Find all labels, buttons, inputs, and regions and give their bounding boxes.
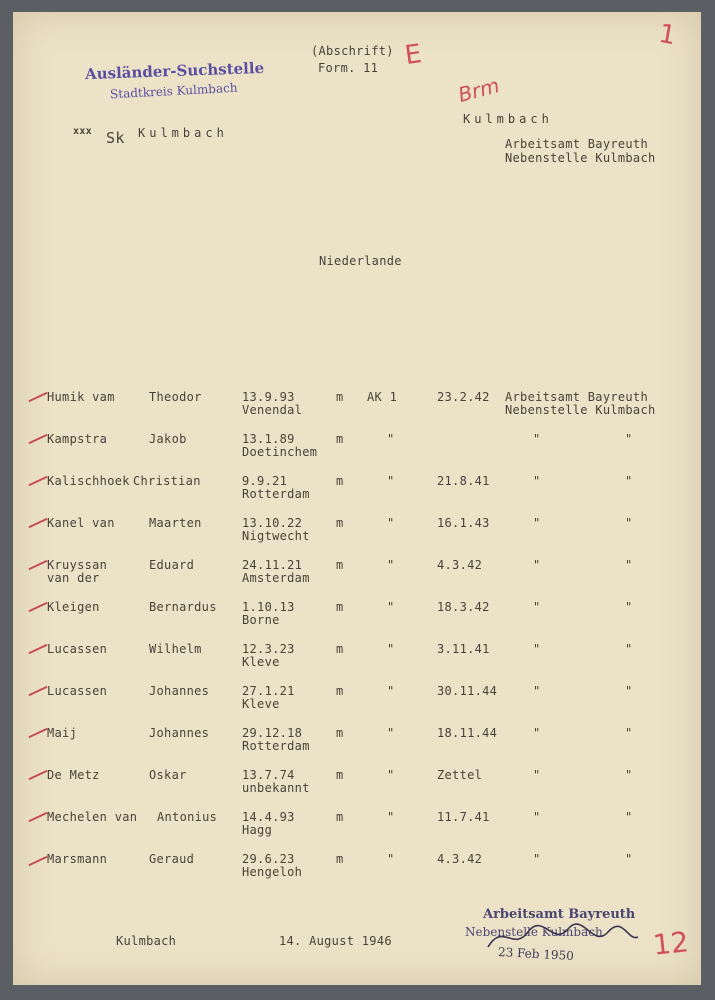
date: 11.7.41	[437, 810, 490, 824]
surname: Kruyssan	[47, 558, 108, 572]
surname-suffix: van der	[47, 571, 100, 585]
date: 4.3.42	[437, 558, 483, 572]
birth-date: 1.10.13	[242, 600, 295, 614]
kulmbach-right: Kulmbach	[463, 112, 553, 126]
firstname: Johannes	[149, 684, 210, 698]
birth-date: 12.3.23	[242, 642, 295, 656]
office-1: "	[533, 726, 541, 740]
date: 3.11.41	[437, 642, 490, 656]
red-check-mark	[29, 476, 48, 486]
office-1: "	[533, 810, 541, 824]
birth-date: 13.10.22	[242, 516, 303, 530]
birth-place: Doetinchem	[242, 445, 318, 459]
birth-date: 13.1.89	[242, 432, 295, 446]
table-row	[13, 390, 701, 432]
office-line-1: Arbeitsamt Bayreuth	[505, 137, 648, 151]
surname: Kanel van	[47, 516, 115, 530]
date: 16.1.43	[437, 516, 490, 530]
table-row	[13, 642, 701, 684]
office-line-2: Nebenstelle Kulmbach	[505, 151, 656, 165]
table-row	[13, 432, 701, 474]
table-row	[13, 558, 701, 600]
birth-place: Kleve	[242, 697, 280, 711]
red-check-mark	[29, 602, 48, 612]
date: Zettel	[437, 768, 483, 782]
red-check-mark	[29, 728, 48, 738]
office-2: "	[625, 432, 633, 446]
firstname: Oskar	[149, 768, 187, 782]
sk-label: Sk	[106, 129, 125, 147]
firstname: Christian	[133, 474, 201, 488]
surname: Kampstra	[47, 432, 108, 446]
red-corner-number: 1	[656, 18, 679, 52]
table-row	[13, 600, 701, 642]
code: "	[387, 474, 395, 488]
code: "	[387, 516, 395, 530]
code: "	[387, 852, 395, 866]
red-check-mark	[29, 518, 48, 528]
table-row	[13, 474, 701, 516]
code: "	[387, 768, 395, 782]
red-check-mark	[29, 856, 48, 866]
code: "	[387, 810, 395, 824]
office-1: "	[533, 558, 541, 572]
date: 30.11.44	[437, 684, 498, 698]
office-2: "	[625, 810, 633, 824]
surname: Maij	[47, 726, 78, 740]
table-row	[13, 852, 701, 894]
sex: m	[336, 600, 344, 614]
birth-date: 14.4.93	[242, 810, 295, 824]
firstname: Maarten	[149, 516, 202, 530]
birth-place: Kleve	[242, 655, 280, 669]
sex: m	[336, 810, 344, 824]
date: 23.2.42	[437, 390, 490, 404]
red-page-number: 12	[651, 925, 691, 962]
footer-place: Kulmbach	[116, 934, 177, 948]
sex: m	[336, 516, 344, 530]
firstname: Bernardus	[149, 600, 217, 614]
sex: m	[336, 642, 344, 656]
country-heading: Niederlande	[319, 254, 402, 268]
red-e-mark: E	[402, 39, 424, 71]
form-number: Form. 11	[318, 61, 379, 75]
sex: m	[336, 390, 344, 404]
arbeitsamt-stamp-line-2: Nebenstelle Kulmbach	[465, 925, 603, 939]
firstname: Jakob	[149, 432, 187, 446]
firstname: Theodor	[149, 390, 202, 404]
office-1: "	[533, 852, 541, 866]
birth-place: Venendal	[242, 403, 303, 417]
surname: Marsmann	[47, 852, 108, 866]
sex: m	[336, 684, 344, 698]
red-check-mark	[29, 560, 48, 570]
office-2: "	[625, 726, 633, 740]
office-1: "	[533, 516, 541, 530]
birth-place: unbekannt	[242, 781, 310, 795]
office-2: "	[625, 768, 633, 782]
date: 21.8.41	[437, 474, 490, 488]
red-check-mark	[29, 812, 48, 822]
birth-date: 9.9.21	[242, 474, 288, 488]
surname: Lucassen	[47, 642, 108, 656]
birth-place: Amsterdam	[242, 571, 310, 585]
table-row	[13, 684, 701, 726]
office-1: Arbeitsamt Bayreuth	[505, 390, 648, 404]
office-2: Nebenstelle Kulmbach	[505, 403, 656, 417]
surname: Kleigen	[47, 600, 100, 614]
xxx-strike: xxx	[73, 126, 92, 137]
firstname: Johannes	[149, 726, 210, 740]
firstname: Antonius	[157, 810, 218, 824]
code: "	[387, 600, 395, 614]
birth-date: 13.9.93	[242, 390, 295, 404]
firstname: Eduard	[149, 558, 195, 572]
office-2: "	[625, 852, 633, 866]
signature	[483, 917, 643, 957]
birth-place: Nigtwecht	[242, 529, 310, 543]
kulmbach-left: Kulmbach	[138, 126, 228, 140]
birth-date: 13.7.74	[242, 768, 295, 782]
red-check-mark	[29, 770, 48, 780]
office-2: "	[625, 558, 633, 572]
red-check-mark	[29, 686, 48, 696]
date: 18.11.44	[437, 726, 498, 740]
code: AK 1	[367, 390, 398, 404]
table-row	[13, 768, 701, 810]
sex: m	[336, 768, 344, 782]
birth-place: Borne	[242, 613, 280, 627]
arbeitsamt-stamp-line-1: Arbeitsamt Bayreuth	[483, 907, 636, 922]
office-2: "	[625, 474, 633, 488]
date: 4.3.42	[437, 852, 483, 866]
surname: Humik vam	[47, 390, 115, 404]
surname: De Metz	[47, 768, 100, 782]
birth-place: Rotterdam	[242, 739, 310, 753]
firstname: Wilhelm	[149, 642, 202, 656]
birth-date: 29.12.18	[242, 726, 303, 740]
code: "	[387, 432, 395, 446]
code: "	[387, 684, 395, 698]
code: "	[387, 726, 395, 740]
document-page	[13, 12, 701, 985]
birth-place: Hagg	[242, 823, 273, 837]
red-check-mark	[29, 434, 48, 444]
stamp-date: 23 Feb 1950	[497, 945, 575, 963]
sex: m	[336, 558, 344, 572]
table-row	[13, 516, 701, 558]
office-2: "	[625, 600, 633, 614]
date: 18.3.42	[437, 600, 490, 614]
sex: m	[336, 852, 344, 866]
stadtkreis-stamp: Stadtkreis Kulmbach	[109, 80, 238, 102]
table-row	[13, 810, 701, 852]
firstname: Geraud	[149, 852, 195, 866]
surname: Lucassen	[47, 684, 108, 698]
sex: m	[336, 432, 344, 446]
surname: Kalischhoek	[47, 474, 130, 488]
office-1: "	[533, 600, 541, 614]
sex: m	[336, 726, 344, 740]
office-1: "	[533, 684, 541, 698]
red-scribble: Brm	[455, 73, 502, 107]
office-1: "	[533, 642, 541, 656]
table-row	[13, 726, 701, 768]
office-1: "	[533, 432, 541, 446]
footer-date: 14. August 1946	[279, 934, 392, 948]
office-2: "	[625, 516, 633, 530]
sex: m	[336, 474, 344, 488]
code: "	[387, 558, 395, 572]
birth-place: Rotterdam	[242, 487, 310, 501]
red-check-mark	[29, 644, 48, 654]
office-2: "	[625, 684, 633, 698]
code: "	[387, 642, 395, 656]
office-2: "	[625, 642, 633, 656]
red-check-mark	[29, 392, 48, 402]
office-1: "	[533, 474, 541, 488]
surname: Mechelen van	[47, 810, 138, 824]
birth-date: 24.11.21	[242, 558, 303, 572]
auslaender-suchstelle-stamp: Ausländer-Suchstelle	[84, 58, 265, 84]
abschrift-label: (Abschrift)	[311, 44, 394, 58]
birth-date: 27.1.21	[242, 684, 295, 698]
office-1: "	[533, 768, 541, 782]
birth-date: 29.6.23	[242, 852, 295, 866]
birth-place: Hengeloh	[242, 865, 303, 879]
